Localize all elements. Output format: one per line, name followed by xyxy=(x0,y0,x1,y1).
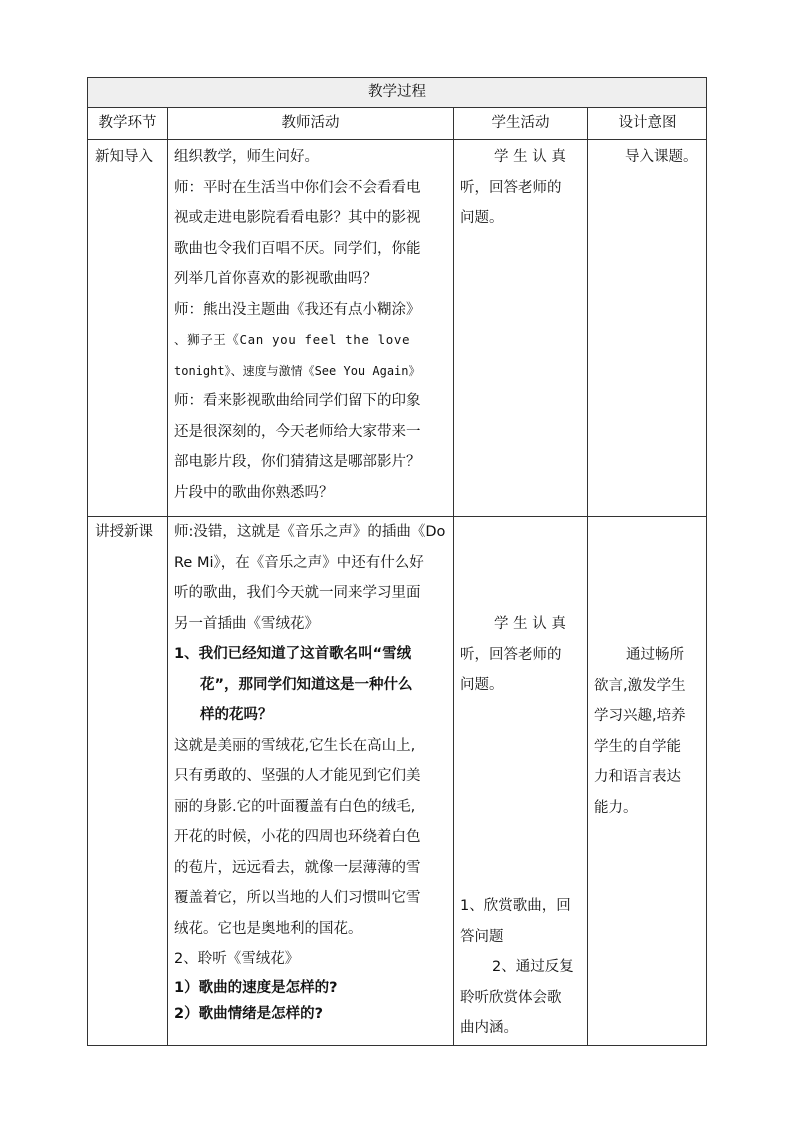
text-line: 另一首插曲《雪绒花》 xyxy=(174,615,319,632)
column-divider xyxy=(453,107,454,1045)
text-line: 丽的身影.它的叶面覆盖有白色的绒毛, xyxy=(174,798,416,815)
text-line: 只有勇敢的、坚强的人才能见到它们美 xyxy=(174,768,421,784)
text-line: 问题。 xyxy=(460,677,504,693)
text-line: 列举几首你喜欢的影视歌曲吗？ xyxy=(174,271,377,287)
text-line: 学 生 认 真 xyxy=(494,616,566,632)
text-line: Re Mi》，在《音乐之声》中还有什么好 xyxy=(174,554,424,571)
header-stage: 教学环节 xyxy=(98,115,157,131)
text-line: 学 生 认 真 xyxy=(494,149,566,165)
text-line: 覆盖着它，所以当地的人们习惯叫它雪 xyxy=(174,890,421,906)
text-line: 的苞片，远远看去，就像一层薄薄的雪 xyxy=(174,859,421,876)
text-line: 曲内涵。 xyxy=(460,1020,518,1036)
section-new-lesson: 讲授新课 xyxy=(95,524,153,540)
text-line: 问题。 xyxy=(460,210,504,226)
text-line: tonight》、速度与激情《See You Again》 xyxy=(174,363,421,378)
header-teacher-activity: 教师活动 xyxy=(281,115,340,131)
header-student-activity: 学生活动 xyxy=(491,115,550,131)
text-line: 开花的时候，小花的四周也环绕着白色 xyxy=(174,829,421,845)
text-line: 通过畅所 xyxy=(626,647,684,663)
text-line: 组织教学，师生问好。 xyxy=(174,149,319,165)
text-line: 、狮子王《Can you feel the love xyxy=(174,332,411,347)
text-line: 听，回答老师的 xyxy=(460,179,562,196)
text-line: 欲言,激发学生 xyxy=(594,677,686,694)
text-line: 师:没错，这就是《音乐之声》的插曲《Do xyxy=(174,524,446,540)
text-line: 导入课题。 xyxy=(625,149,698,165)
text-line: 答问题 xyxy=(460,928,504,945)
column-divider xyxy=(167,107,168,1045)
design-intent-new-lesson xyxy=(594,640,706,823)
text-line: 力和语言表达 xyxy=(594,769,681,785)
text-line: 聆听欣赏体会歌 xyxy=(460,989,562,1006)
student-activity-new-lesson-b xyxy=(460,891,584,1044)
text-line: 片段中的歌曲你熟悉吗？ xyxy=(174,484,334,501)
text-line: 1、欣赏歌曲，回 xyxy=(460,898,571,914)
text-line: 1、我们已经知道了这首歌名叫“雪绒 xyxy=(174,646,412,662)
text-line: 师：看来影视歌曲给同学们留下的印象 xyxy=(174,393,421,409)
text-line: 能力。 xyxy=(594,799,638,816)
text-line: 还是很深刻的，今天老师给大家带来一 xyxy=(174,423,421,440)
teaching-process-table xyxy=(87,77,707,1046)
table-title: 教学过程 xyxy=(368,84,426,100)
text-line: 学生的自学能 xyxy=(594,738,681,755)
text-line: 歌曲也令我们百唱不厌。同学们，你能 xyxy=(174,240,421,257)
student-activity-intro xyxy=(460,142,584,234)
text-line: 师：熊出没主题曲《我还有点小糊涂》 xyxy=(174,301,421,318)
text-line: 部电影片段，你们猜猜这是哪部影片？ xyxy=(174,454,421,470)
text-line: 2、通过反复 xyxy=(492,959,574,975)
text-line: 听，回答老师的 xyxy=(460,646,562,663)
teacher-activity-intro xyxy=(174,142,450,508)
text-line: 花”，那同学们知道这是一种什么 xyxy=(200,676,413,693)
student-activity-new-lesson-a xyxy=(460,609,584,701)
text-line: 学习兴趣,培养 xyxy=(594,708,686,724)
text-line: 师：平时在生活当中你们会不会看看电 xyxy=(174,179,421,196)
text-line: 样的花吗？ xyxy=(200,707,273,723)
row-divider xyxy=(88,139,706,140)
text-line: 1）歌曲的速度是怎样的? xyxy=(174,979,338,996)
text-line: 听的歌曲，我们今天就一同来学习里面 xyxy=(174,585,421,601)
text-line: 2）歌曲情绪是怎样的? xyxy=(174,1005,323,1022)
text-line: 绒花。它也是奥地利的国花。 xyxy=(174,920,363,937)
section-intro: 新知导入 xyxy=(95,149,153,165)
design-intent-intro xyxy=(625,142,698,173)
text-line: 这就是美丽的雪绒花,它生长在高山上, xyxy=(174,737,416,754)
teacher-activity-new-lesson xyxy=(174,517,450,1027)
text-line: 2、聆听《雪绒花》 xyxy=(174,951,300,967)
column-divider xyxy=(587,107,588,1045)
text-line: 视或走进电影院看看电影？其中的影视 xyxy=(174,210,421,226)
header-design-intent: 设计意图 xyxy=(618,115,677,131)
